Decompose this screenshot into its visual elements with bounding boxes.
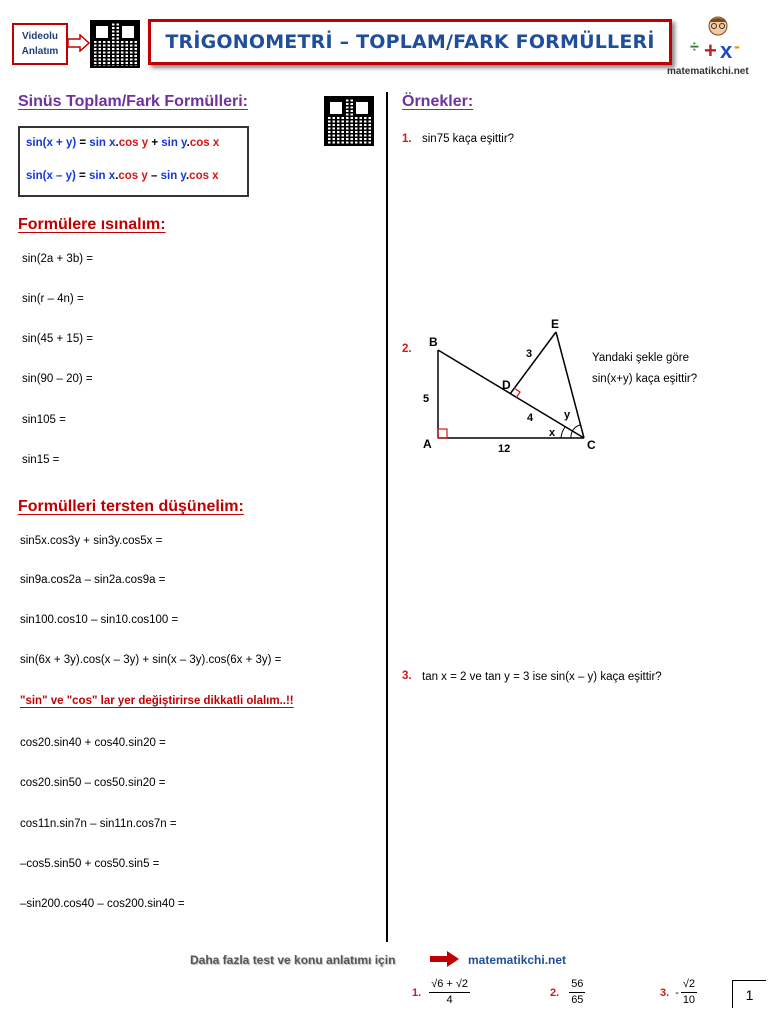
footer-site-link[interactable]: matematikchi.net xyxy=(468,953,567,967)
exercise-line: –cos5.sin50 + cos50.sin5 = xyxy=(20,858,160,870)
mascot-logo-icon xyxy=(688,14,746,64)
svg-text:+: + xyxy=(704,38,717,63)
label-a: A xyxy=(423,437,432,451)
label-b: B xyxy=(429,335,438,349)
formula-box xyxy=(18,126,249,197)
qr-code-icon[interactable] xyxy=(90,20,140,68)
answer-2: 2. $\frac{56}{65}$ xyxy=(550,978,584,1006)
question-text: tan x = 2 ve tan y = 3 ise sin(x – y) kaça eşittir? xyxy=(422,671,662,683)
exercise-line: sin(r – 4n) = xyxy=(22,293,84,305)
video-label-line1: Videolu xyxy=(22,31,58,42)
section-title-examples: Örnekler: xyxy=(402,93,474,110)
exercise-line: sin(2a + 3b) = xyxy=(22,253,93,265)
section-title-warmup: Formülere ısınalım: xyxy=(18,216,166,233)
question-text: Yandaki şekle göre xyxy=(592,352,689,364)
label-ac: 12 xyxy=(498,443,511,455)
qr-code-icon[interactable] xyxy=(324,96,374,146)
formula-sum: sin(x + y) = sin x.cos y + sin y.cos x xyxy=(26,137,220,149)
page-title: TRİGONOMETRİ – TOPLAM/FARK FORMÜLLERİ xyxy=(165,31,655,53)
label-dc: 4 xyxy=(527,412,534,424)
exercise-line: cos11n.sin7n – sin11n.cos7n = xyxy=(20,818,177,830)
triangle-diagram xyxy=(415,312,605,457)
answer-3: 3. - $\frac{√2}{10}$ xyxy=(660,978,696,1006)
video-lesson-badge[interactable] xyxy=(12,23,68,65)
exercise-line: sin(45 + 15) = xyxy=(22,333,93,345)
label-y: y xyxy=(564,409,571,421)
answer-fraction: $\frac{√2}{10}$ xyxy=(682,978,696,1006)
exercise-line: cos20.sin50 – cos50.sin20 = xyxy=(20,777,166,789)
question-number: 1. xyxy=(402,133,412,145)
answer-fraction: $\frac{√6 + √2}{4}$ xyxy=(431,978,469,1006)
exercise-line: sin5x.cos3y + sin3y.cos5x = xyxy=(20,535,163,547)
answer-1: 1. $\frac{√6 + √2}{4}$ xyxy=(412,978,469,1006)
label-ab: 5 xyxy=(423,393,430,405)
video-label-line2: Anlatım xyxy=(21,46,59,57)
exercise-line: –sin200.cos40 – cos200.sin40 = xyxy=(20,898,185,910)
svg-text:÷: ÷ xyxy=(690,39,699,56)
exercise-line: sin9a.cos2a – sin2a.cos9a = xyxy=(20,574,166,586)
label-x: x xyxy=(549,427,556,439)
arrow-right-icon xyxy=(68,34,90,52)
label-c: C xyxy=(587,438,596,452)
question-number: 3. xyxy=(402,670,412,682)
question-text: sin75 kaça eşittir? xyxy=(422,133,515,145)
exercise-line: sin15 = xyxy=(22,454,60,466)
label-e: E xyxy=(551,317,560,331)
footer-text: Daha fazla test ve konu anlatımı için xyxy=(190,953,396,967)
exercise-line: sin(6x + 3y).cos(x – 3y) + sin(x – 3y).cos(6x + 3y) = xyxy=(20,654,282,666)
svg-text:-: - xyxy=(734,36,740,56)
section-title-sine-formulas: Sinüs Toplam/Fark Formülleri: xyxy=(18,93,248,110)
answer-fraction: $\frac{56}{65}$ xyxy=(571,978,584,1006)
svg-text:x: x xyxy=(720,38,733,63)
page-number: 1 xyxy=(732,980,766,1008)
brand-site-label: matematikchi.net xyxy=(667,66,749,77)
section-title-reverse: Formülleri tersten düşünelim: xyxy=(18,498,244,515)
question-text: sin(x+y) kaça eşittir? xyxy=(592,373,698,385)
arrow-right-icon xyxy=(430,951,460,967)
label-d: D xyxy=(502,378,511,392)
title-banner xyxy=(148,19,672,65)
exercise-line: sin(90 – 20) = xyxy=(22,373,93,385)
exercise-line: cos20.sin40 + cos40.sin20 = xyxy=(20,737,166,749)
question-number: 2. xyxy=(402,343,412,355)
label-de: 3 xyxy=(526,348,533,360)
exercise-line: sin100.cos10 – sin10.cos100 = xyxy=(20,614,179,626)
exercise-line: sin105 = xyxy=(22,414,66,426)
column-divider xyxy=(386,92,388,942)
formula-difference: sin(x – y) = sin x.cos y – sin y.cos x xyxy=(26,170,219,182)
warning-note: "sin" ve "cos" lar yer değiştirirse dikkatli olalım..!! xyxy=(20,695,294,707)
